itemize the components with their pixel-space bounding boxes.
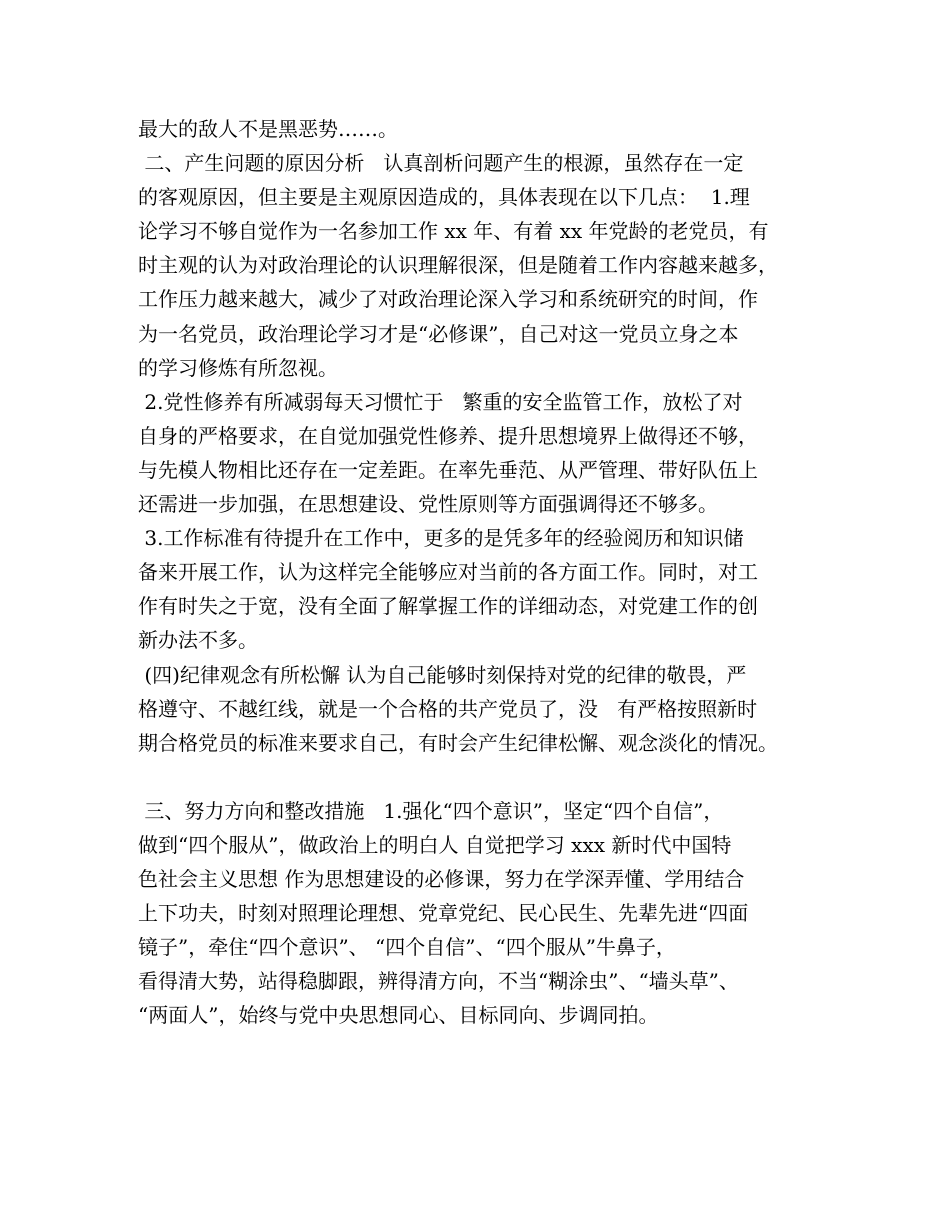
text-line: (四)纪律观念有所松懈 认为自己能够时刻保持对党的纪律的敬畏，严 [138, 662, 747, 687]
text-line: 备来开展工作，认为这样完全能够应对当前的各方面工作。同时，对工 [138, 560, 758, 585]
text-line: 上下功夫，时刻对照理论理想、党章党纪、民心民生、先辈先进“四面 [138, 901, 749, 926]
text-line: 为一名党员，政治理论学习才是“必修课”，自己对这一党员立身之本 [138, 321, 739, 346]
text-line: 做到“四个服从”，做政治上的明白人 自觉把学习 xxx 新时代中国特 [138, 832, 732, 857]
text-line: 论学习不够自觉作为一名参加工作 xx 年、有着 xx 年党龄的老党员，有 [138, 219, 769, 244]
text-line: 与先模人物相比还存在一定差距。在率先垂范、从严管理、带好队伍上 [138, 457, 758, 482]
text-line: “两面人”，始终与党中央思想同心、目标同向、步调同拍。 [138, 1003, 659, 1028]
text-line: 期合格党员的标准来要求自己，有时会产生纪律松懈、观念淡化的情况。 [138, 730, 778, 755]
section-heading-line: 三、努力方向和整改措施 1.强化“四个意识”，坚定“四个自信”， [138, 798, 724, 823]
text-line: 作有时失之于宽，没有全面了解掌握工作的详细动态，对党建工作的创 [138, 594, 758, 619]
text-line: 2.党性修养有所减弱每天习惯忙于 繁重的安全监管工作，放松了对 [138, 389, 743, 414]
blank-line [138, 760, 828, 794]
text-line: 镜子”，牵住“四个意识”、 “四个自信”、“四个服从”牛鼻子， [138, 935, 676, 960]
document-body [138, 112, 828, 1033]
text-line: 看得清大势，站得稳脚跟，辨得清方向，不当“糊涂虫”、“墙头草”、 [138, 969, 739, 994]
text-line: 自身的严格要求，在自觉加强党性修养、提升思想境界上做得还不够， [138, 423, 758, 448]
text-line: 工作压力越来越大，减少了对政治理论深入学习和系统研究的时间，作 [138, 287, 758, 312]
text-line: 时主观的认为对政治理论的认识理解很深，但是随着工作内容越来越多， [138, 253, 778, 278]
text-line: 的客观原因，但主要是主观原因造成的，具体表现在以下几点： 1.理 [138, 185, 750, 210]
text-line: 色社会主义思想 作为思想建设的必修课，努力在学深弄懂、学用结合 [138, 867, 745, 892]
text-line: 新办法不多。 [138, 628, 258, 653]
section-heading-line: 二、产生问题的原因分析 认真剖析问题产生的根源，虽然存在一定 [138, 151, 744, 176]
text-line: 格遵守、不越红线，就是一个合格的共产党员了，没 有严格按照新时 [138, 696, 758, 721]
text-line: 还需进一步加强，在思想建设、党性原则等方面强调得还不够多。 [138, 492, 718, 517]
text-line: 最大的敌人不是黑恶势……。 [138, 117, 398, 141]
text-line: 3.工作标准有待提升在工作中，更多的是凭多年的经验阅历和知识储 [138, 526, 744, 551]
text-line: 的学习修炼有所忽视。 [138, 355, 338, 380]
